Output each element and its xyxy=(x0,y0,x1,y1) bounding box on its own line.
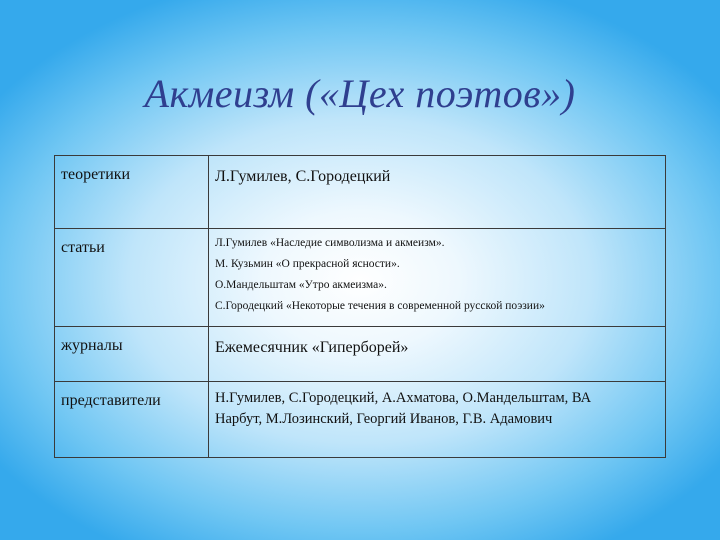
row-label-articles: статьи xyxy=(55,229,209,327)
row-value-representatives xyxy=(209,382,666,458)
slide-title: Акмеизм («Цех поэтов») xyxy=(144,71,576,116)
representatives-line: Нарбут, М.Лозинский, Георгий Иванов, Г.В. Адамович xyxy=(215,411,553,427)
table-row-articles xyxy=(55,229,666,327)
article-line: С.Городецкий «Некоторые течения в современной русской поэзии» xyxy=(215,300,545,312)
row-label-theorists: теоретики xyxy=(55,156,209,229)
journal-line: Ежемесячник «Гиперборей» xyxy=(215,339,409,356)
table-row-theorists xyxy=(55,156,666,229)
row-label-representatives: представители xyxy=(55,382,209,458)
article-line: М. Кузьмин «О прекрасной ясности». xyxy=(215,258,400,270)
row-value-articles xyxy=(209,229,666,327)
table-row-representatives xyxy=(55,382,666,458)
row-label-journals: журналы xyxy=(55,327,209,382)
article-line: О.Мандельштам «Утро акмеизма». xyxy=(215,279,387,291)
row-value-theorists xyxy=(209,156,666,229)
row-value-journals xyxy=(209,327,666,382)
theorists-line: Л.Гумилев, С.Городецкий xyxy=(215,168,391,185)
article-line: Л.Гумилев «Наследие символизма и акмеизм». xyxy=(215,237,445,249)
representatives-line: Н.Гумилев, С.Городецкий, А.Ахматова, О.Мандельштам, ВА xyxy=(215,390,592,406)
acmeism-table xyxy=(54,155,666,458)
table-row-journals xyxy=(55,327,666,382)
